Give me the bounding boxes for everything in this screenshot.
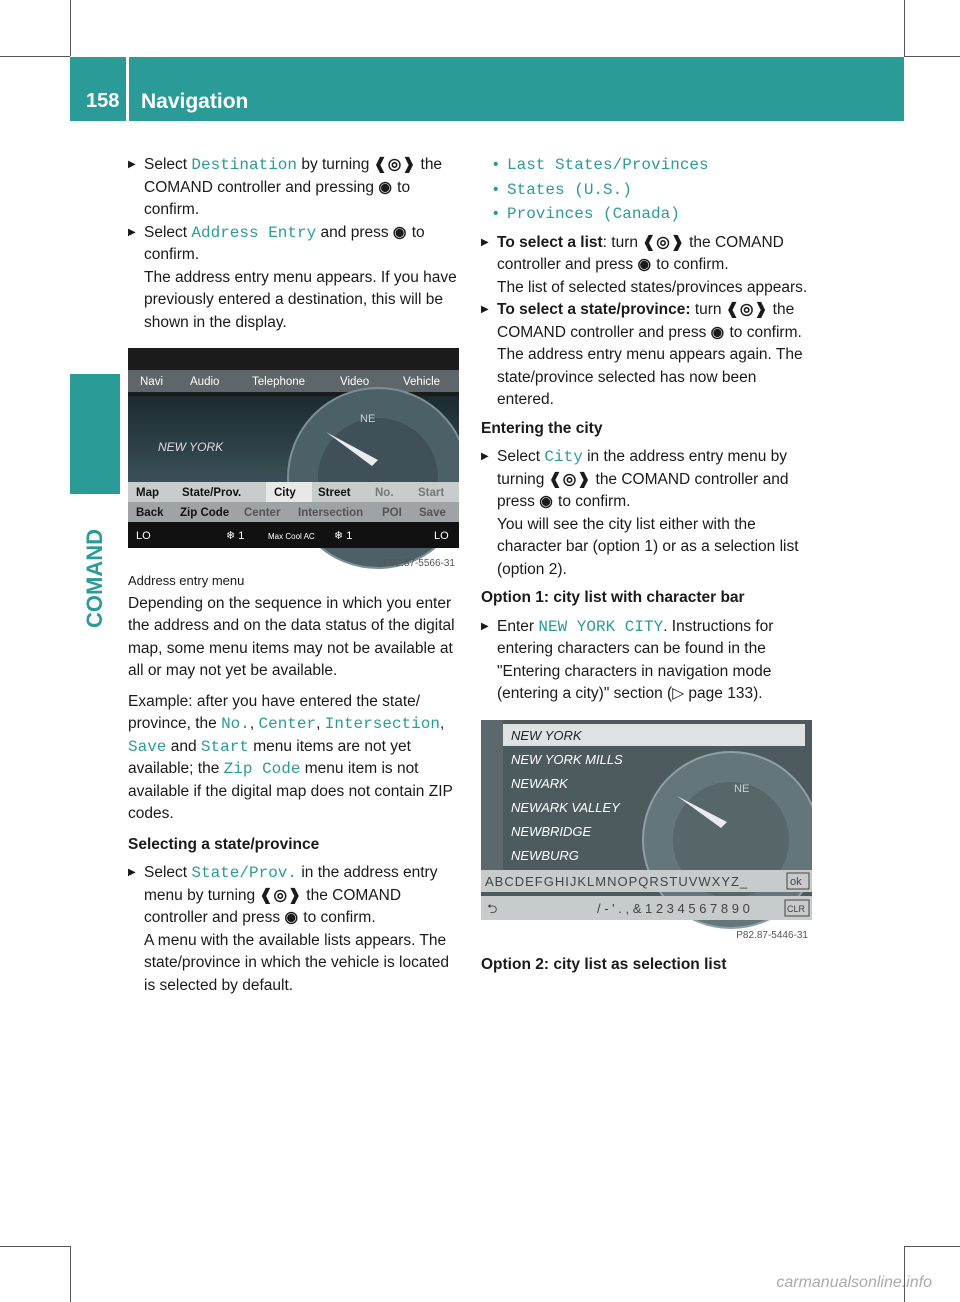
number-bar: / - ' . , & 1 2 3 4 5 6 7 8 9 0	[597, 900, 750, 916]
menu-map: Map	[136, 487, 159, 499]
paragraph-availability: Depending on the sequence in which you enter the address and on the data status of the digital map, some menu items may not be available at all or may not yet be available.	[128, 594, 455, 679]
screen-address-entry-figure	[128, 348, 459, 570]
step-select-state: ▶ Select State/Prov. in the address entry menu by turning ❰◎❱ the COMAND controller and press ◉ to confirm. A menu with the available lists appears. The state/province in which the vehicle is located is selected by default.	[128, 862, 461, 997]
screen-city-list	[481, 720, 812, 942]
controller-press-icon: ◉	[637, 256, 652, 273]
screen-city: NEW YORK	[158, 440, 224, 454]
city-item-new-york: NEW YORK	[511, 727, 582, 743]
step-select-state-province: ▶ To select a state/province: turn ❰◎❱ the COMAND controller and press ◉ to confirm. The address entry menu appears again. The state/province selected has now been entered.	[481, 299, 814, 412]
city-item-newbridge: NEWBRIDGE	[511, 823, 592, 839]
controller-press-icon: ◉	[710, 323, 726, 341]
figure-caption: Address entry menu	[128, 573, 245, 588]
left-column	[128, 154, 461, 997]
step-select-list: ▶ To select a list: turn ❰◎❱ the COMAND controller and press ◉ to confirm. The list of selected states/provinces appears.	[481, 232, 814, 300]
back-icon: ⮌	[487, 900, 498, 916]
tab-video: Video	[340, 376, 370, 388]
menu-no: No.	[375, 487, 394, 499]
controller-press-icon: ◉	[284, 909, 299, 926]
page-number: 158	[86, 90, 120, 112]
right-column	[481, 154, 814, 982]
heading-option-2: Option 2: city list as selection list	[481, 955, 727, 973]
side-tab-block	[70, 374, 120, 494]
climate-lo-left: LO	[136, 530, 151, 542]
controller-turn-icon: ❰◎❱	[548, 470, 592, 488]
tab-telephone: Telephone	[252, 376, 306, 388]
side-tab	[82, 510, 118, 630]
menu-city: City	[274, 487, 296, 499]
screen-city-list-figure	[481, 720, 812, 942]
controller-press-icon: ◉	[378, 178, 393, 196]
menu-poi: POI	[382, 507, 402, 519]
ok-button: ok	[790, 875, 802, 888]
controller-turn-icon: ❰◎❱	[373, 156, 417, 173]
menu-address-entry: Address Entry	[191, 223, 317, 242]
controller-turn-icon: ❰◎❱	[725, 301, 769, 318]
list-states-us: • States (U.S.)	[491, 179, 814, 202]
heading-option-1: Option 1: city list with character bar	[481, 589, 745, 606]
character-bar: ABCDEFGHIJKLMNOPQRSTUVWXYZ_	[485, 873, 749, 889]
section-title: Navigation	[141, 90, 249, 113]
footer-watermark: carmanualsonline.info	[776, 1274, 932, 1291]
compass-label: NE	[734, 782, 750, 795]
menu-state-prov: State/Prov.	[182, 487, 242, 499]
controller-turn-icon: ❰◎❱	[259, 886, 302, 904]
city-item-newark: NEWARK	[511, 775, 568, 791]
heading-entering-city: Entering the city	[481, 419, 603, 437]
climate-max-cool: Max Cool AC	[268, 532, 315, 541]
image-code: P82.87-5566-31	[383, 558, 455, 569]
tab-navi: Navi	[140, 376, 164, 388]
climate-fan-right: ❄ 1	[334, 530, 353, 542]
screen-address-entry	[128, 348, 459, 570]
side-tab-label: COMAND	[82, 529, 107, 628]
list-provinces: • Provinces (Canada)	[491, 203, 814, 226]
controller-press-icon: ◉	[539, 493, 554, 510]
step-select-city: ▶ Select City in the address entry menu by turning ❰◎❱ the COMAND controller and press ◉ to confirm. You will see the city list either with the character bar (option 1) or as a selection list (option 2).	[481, 446, 814, 581]
step-select-destination: ▶ Select Destination by turning ❰◎❱ the COMAND controller and pressing ◉ to confirm.	[128, 154, 461, 222]
city-item-new-york-mills: NEW YORK MILLS	[511, 751, 623, 767]
menu-center: Center	[244, 507, 281, 519]
menu-intersection: Intersection	[298, 507, 364, 519]
controller-turn-icon: ❰◎❱	[642, 233, 685, 251]
menu-destination: Destination	[191, 156, 298, 174]
menu-zip-code: Zip Code	[180, 507, 230, 519]
climate-fan-left: ❄ 1	[226, 530, 245, 542]
step-address-entry: ▶ Select Address Entry and press ◉ to confirm. The address entry menu appears. If you have previously entered a destination, this will be shown in the display.	[128, 222, 461, 335]
tab-vehicle: Vehicle	[403, 376, 441, 388]
header-separator	[126, 57, 129, 121]
clear-button: CLR	[787, 903, 806, 914]
tab-audio: Audio	[190, 376, 220, 388]
image-code: P82.87-5446-31	[736, 929, 808, 941]
step-enter-city: ▶ Enter NEW YORK CITY. Instructions for entering characters can be found in the "Entering characters in navigation mode (entering a city)" section (▷ page 133).	[481, 616, 814, 706]
climate-lo-right: LO	[434, 530, 449, 542]
menu-back: Back	[136, 507, 164, 519]
city-item-newark-valley: NEWARK VALLEY	[511, 799, 620, 815]
paragraph-example: Example: after you have entered the state/ province, the No., Center, Intersection, Save and Start menu items are not yet available; the Zip Code menu item is not available if the digital map does not contain ZIP codes.	[128, 692, 453, 822]
list-last-states: • Last States/Provinces	[491, 154, 814, 177]
menu-street: Street	[318, 487, 351, 499]
heading-state-province: Selecting a state/province	[128, 835, 320, 853]
city-item-newburg: NEWBURG	[511, 847, 579, 863]
compass-label: NE	[360, 413, 376, 425]
menu-start: Start	[418, 487, 445, 499]
controller-press-icon: ◉	[392, 223, 408, 241]
menu-save: Save	[419, 507, 446, 519]
